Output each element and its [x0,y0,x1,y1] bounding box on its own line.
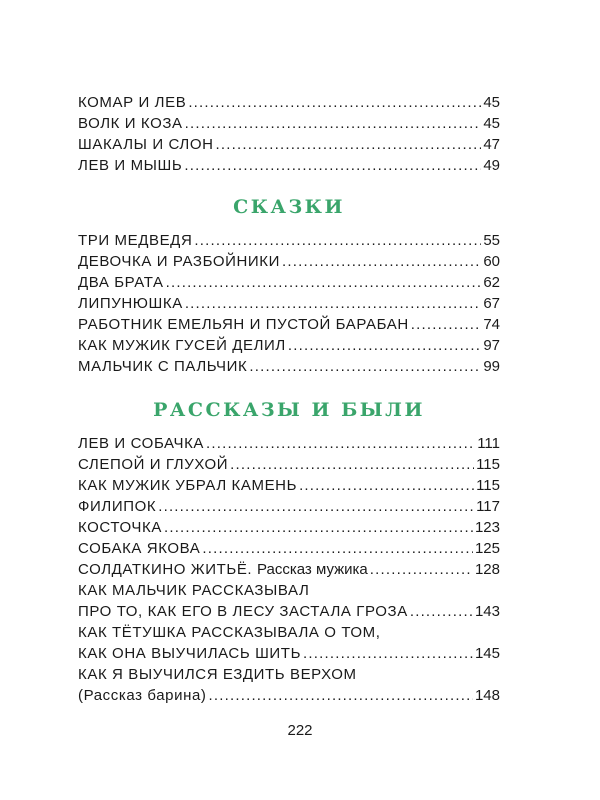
toc-group-tales [78,230,500,377]
dot-leader [158,496,474,517]
entry-title: ТРИ МЕДВЕДЯ [78,232,193,249]
entry-title: (Рассказ барина) [78,687,207,704]
dot-leader [206,433,475,454]
entry-title: РАБОТНИК ЕМЕЛЬЯН И ПУСТОЙ БАРАБАН [78,316,409,333]
entry-title: МАЛЬЧИК С ПАЛЬЧИК [78,358,248,375]
toc-entry[interactable] [78,293,500,314]
entry-title: КАК МУЖИК УБРАЛ КАМЕНЬ [78,477,298,494]
entry-page: 99 [483,358,500,375]
toc-entry[interactable] [78,496,500,517]
dot-leader [184,155,481,176]
entry-page: 115 [476,456,500,473]
dot-leader [249,356,481,377]
entry-title: СЛЕПОЙ И ГЛУХОЙ [78,456,229,473]
dot-leader [185,113,482,134]
toc-entry-multiline[interactable] [78,580,500,622]
entry-page: 117 [476,498,500,515]
dot-leader [288,335,481,356]
entry-title: КОМАР И ЛЕВ [78,94,187,111]
dot-leader [185,293,482,314]
entry-title: ЛЕВ И СОБАЧКА [78,435,205,452]
entry-title: КАК ОНА ВЫУЧИЛАСЬ ШИТЬ [78,645,302,662]
entry-title-line1: КАК МАЛЬЧИК РАССКАЗЫВАЛ [78,582,310,599]
entry-title: ПРО ТО, КАК ЕГО В ЛЕСУ ЗАСТАЛА ГРОЗА [78,603,408,620]
toc-entry[interactable] [78,155,500,176]
entry-page: 45 [483,94,500,111]
toc-group-fables [78,92,500,176]
dot-leader [209,685,473,706]
dot-leader [166,272,482,293]
toc-entry[interactable] [78,454,500,475]
entry-page: 60 [483,253,500,270]
dot-leader [188,92,481,113]
dot-leader [299,475,474,496]
entry-page: 123 [474,519,500,536]
dot-leader [410,601,473,622]
entry-title: ШАКАЛЫ И СЛОН [78,136,214,153]
dot-leader [370,559,473,580]
entry-title-line1: КАК ТЁТУШКА РАССКАЗЫВАЛА О ТОМ, [78,624,381,641]
entry-page: 55 [483,232,500,249]
entry-page: 125 [474,540,500,557]
entry-page: 115 [476,477,500,494]
entry-page: 45 [483,115,500,132]
toc-entry[interactable] [78,230,500,251]
toc-entry[interactable] [78,92,500,113]
entry-title-main: СОЛДАТКИНО ЖИТЬЁ. [78,561,253,578]
entry-page: 49 [483,157,500,174]
entry-title-line1: КАК Я ВЫУЧИЛСЯ ЕЗДИТЬ ВЕРХОМ [78,666,357,683]
toc-group-stories [78,433,500,706]
toc-entry-final-line [78,685,500,706]
entry-title: КОСТОЧКА [78,519,162,536]
table-of-contents [78,92,500,706]
section-heading-tales: СКАЗКИ [233,196,345,218]
toc-entry-multiline[interactable] [78,664,500,706]
entry-page: 148 [474,687,500,704]
entry-title: ЛИПУНЮШКА [78,295,183,312]
entry-title [78,559,368,580]
entry-page: 47 [483,136,500,153]
entry-page: 111 [477,435,500,452]
toc-entry[interactable] [78,134,500,155]
section-heading-stories: РАССКАЗЫ И БЫЛИ [153,399,425,421]
dot-leader [282,251,481,272]
toc-entry[interactable] [78,272,500,293]
entry-page: 74 [483,316,500,333]
toc-entry[interactable] [78,433,500,454]
toc-entry[interactable] [78,475,500,496]
entry-title: СОБАКА ЯКОВА [78,540,201,557]
entry-title: ВОЛК И КОЗА [78,115,183,132]
dot-leader [164,517,473,538]
toc-entry-final-line [78,601,500,622]
entry-title: ФИЛИПОК [78,498,157,515]
entry-title: КАК МУЖИК ГУСЕЙ ДЕЛИЛ [78,337,286,354]
entry-title: ЛЕВ И МЫШЬ [78,157,183,174]
entry-page: 67 [483,295,500,312]
toc-entry[interactable] [78,251,500,272]
toc-entry[interactable] [78,335,500,356]
toc-entry[interactable] [78,356,500,377]
dot-leader [194,230,481,251]
dot-leader [202,538,473,559]
toc-entry[interactable] [78,314,500,335]
dot-leader [411,314,482,335]
entry-title: ДВА БРАТА [78,274,164,291]
entry-subtitle: Рассказ мужика [257,561,368,578]
toc-entry-final-line [78,643,500,664]
toc-entry[interactable] [78,538,500,559]
entry-page: 97 [483,337,500,354]
entry-title: ДЕВОЧКА И РАЗБОЙНИКИ [78,253,281,270]
dot-leader [216,134,482,155]
dot-leader [303,643,473,664]
toc-entry[interactable] [78,559,500,580]
entry-page: 145 [474,645,500,662]
entry-page: 143 [474,603,500,620]
toc-entry[interactable] [78,113,500,134]
entry-page: 128 [474,561,500,578]
toc-entry-multiline[interactable] [78,622,500,664]
page-number: 222 [287,722,313,739]
entry-page: 62 [483,274,500,291]
dot-leader [230,454,474,475]
toc-entry[interactable] [78,517,500,538]
